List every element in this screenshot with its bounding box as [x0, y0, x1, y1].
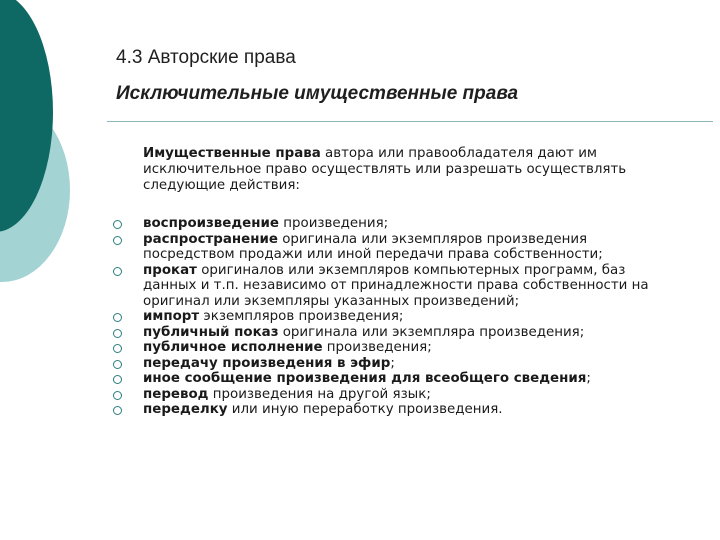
- hollow-circle-bullet-icon: [113, 329, 122, 338]
- list-item: [0, 232, 676, 263]
- hollow-circle-bullet-icon: [113, 344, 122, 353]
- item-bold-term: переделку: [143, 402, 228, 417]
- item-bold-term: иное сообщение произведения для всеобщего сведения: [143, 371, 587, 386]
- item-bold-term: передачу произведения в эфир: [143, 355, 391, 371]
- item-text: оригиналов или экземпляров компьютерных программ, баз данных и т.п. независимо от принадлежности права собственности на оригинал или экземпляры указанных произведений;: [143, 262, 649, 309]
- item-text: произведения на другой язык;: [208, 386, 431, 402]
- list-item: [0, 371, 676, 387]
- item-bold-term: воспроизведение: [143, 216, 279, 231]
- hollow-circle-bullet-icon: [113, 220, 122, 229]
- intro-bold-term: Имущественные права: [143, 146, 321, 161]
- hollow-circle-bullet-icon: [113, 391, 122, 400]
- section-subtitle: 4.3 Авторские права: [116, 47, 296, 68]
- list-item: [0, 387, 676, 403]
- item-text: оригинала или экземпляра произведения;: [278, 324, 585, 340]
- list-item: [0, 356, 676, 372]
- hollow-circle-bullet-icon: [113, 313, 122, 322]
- intro-text: автора или правообладателя дают им исключительное право осуществлять или разрешать осуществлять следующие действия:: [143, 146, 627, 193]
- hollow-circle-bullet-icon: [113, 236, 122, 245]
- slide-title: Исключительные имущественные права: [116, 83, 519, 104]
- item-bold-term: распространение: [143, 231, 278, 247]
- item-bold-term: импорт: [143, 309, 200, 324]
- item-bold-term: перевод: [143, 386, 209, 402]
- hollow-circle-bullet-icon: [113, 360, 122, 369]
- item-bold-term: публичное исполнение: [143, 340, 323, 355]
- item-text: или иную переработку произведения.: [227, 402, 503, 417]
- item-text: произведения;: [322, 340, 432, 355]
- list-item: [0, 402, 676, 418]
- item-text: ;: [390, 355, 395, 371]
- rights-list: [0, 216, 720, 418]
- item-text: произведения;: [278, 216, 389, 231]
- item-text: ;: [586, 371, 591, 386]
- item-bold-term: прокат: [143, 262, 197, 278]
- list-item: [0, 340, 676, 356]
- title-divider: [107, 121, 713, 122]
- list-item: [0, 263, 676, 310]
- list-item: [0, 325, 676, 341]
- hollow-circle-bullet-icon: [113, 267, 122, 276]
- hollow-circle-bullet-icon: [113, 406, 122, 415]
- item-bold-term: публичный показ: [143, 324, 279, 340]
- item-text: экземпляров произведения;: [199, 309, 404, 324]
- hollow-circle-bullet-icon: [113, 375, 122, 384]
- intro-paragraph: [143, 146, 703, 194]
- item-text: оригинала или экземпляров произведения посредством продажи или иной передачи права собственности;: [143, 231, 603, 262]
- list-item: [0, 309, 676, 325]
- list-item: [0, 216, 676, 232]
